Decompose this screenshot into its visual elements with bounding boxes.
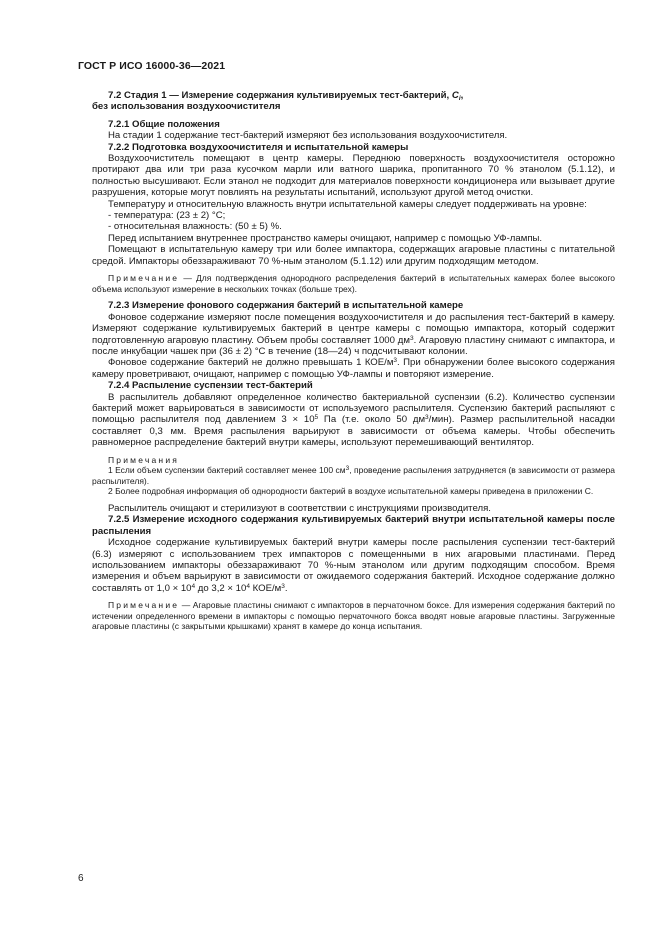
section-7-2-title: 7.2 Стадия 1 — Измерение содержания культивируемых тест-бактерий, $C_i$, без использования воздухоочистителя: [92, 90, 464, 113]
note-2: 2 Более подробная информация об однородности бактерий в воздухе испытательной камеры приведена в приложении С.: [108, 486, 594, 497]
section-7-2-2-title: 7.2.2 Подготовка воздухоочистителя и испытательной камеры: [108, 141, 409, 153]
standard-header: ГОСТ Р ИСО 16000-36—2021: [78, 60, 226, 72]
paragraph: Фоновое содержание бактерий не должно превышать 1 КОЕ/$м^3$. При обнаружении более высокого содержания камеру проветривают, очищают, например с помощью УФ-лампы и повторяют измерение.: [92, 357, 615, 380]
section-7-2-1-title: 7.2.1 Общие положения: [108, 118, 220, 130]
paragraph: Температуру и относительную влажность внутри испытательной камеры следует поддерживать на уровне:: [108, 198, 587, 210]
section-7-2-5-title: 7.2.5 Измерение исходного содержания культивируемых бактерий внутри испытательной камеры после распыления: [92, 514, 615, 537]
page-number: 6: [78, 873, 84, 884]
document-body: [92, 90, 615, 632]
paragraph: Распылитель очищают и стерилизуют в соответствии с инструкциями производителя.: [108, 502, 491, 514]
note: Примечание — Агаровые пластины снимают с импакторов в перчаточном боксе. Для измерения содержания бактерий по истечении определенного времени в импакторы с помощью перчаточного бокса вводят новые агаровые пластины. Загруженные агаровые пластины (с закрытыми крышками) хранят в камере до конца испытания.: [92, 600, 615, 632]
section-7-2-4-title: 7.2.4 Распыление суспензии тест-бактерий: [108, 380, 313, 392]
paragraph: Перед испытанием внутреннее пространство камеры очищают, например с помощью УФ-лампы.: [108, 232, 543, 244]
list-item: - температура: (23 ± 2) °C;: [108, 210, 226, 222]
paragraph: Помещают в испытательную камеру три или более импактора, содержащих агаровые пластины с питательной средой. Импакторы обеззараживают 70 %-ным этанолом (5.1.12) или другим подходящим методом.: [92, 244, 615, 267]
note-1: 1 Если объем суспензии бактерий составляет менее 100 $см^3$, проведение распыления затрудняется (в зависимости от размера распылителя).: [92, 465, 616, 486]
paragraph: Фоновое содержание измеряют после помещения воздухоочистителя и до распыления тест-бактерий в камеру. Измеряют содержание культивируемых бактерий в центре камеры с помощью импактора, который содержит подготовленную агаровую пластину. Объем пробы составляет 1000 $дм^3$. Агаровую пластину снимают с импактора, и после инкубации чашек при (36 ± 2) °C в течение (18—24) ч подсчитывают колонии.: [92, 311, 615, 357]
note: Примечание — Для подтверждения однородного распределения бактерий в испытательных камерах более высокого объема используют измерение в нескольких точках (больше трех).: [92, 273, 615, 294]
notes-label: Примечания: [108, 454, 180, 465]
paragraph: В распылитель добавляют определенное количество бактериальной суспензии (6.2). Количество суспензии бактерий может варьироваться в зависимости от используемого распылителя. Суспензию бактерий распыляют с помощью распылителя под давлением $3 \times 10^5$ Па (т.е. около 50 $дм^3/мин$). Размер распылительной насадки составляет 0,3 мм. Время распыления варьируют в зависимости от объема камеры. Чтобы обеспечить равномерное распределение бактерий внутри камеры, используют перемешивающий вентилятор.: [92, 391, 616, 449]
paragraph: Воздухоочиститель помещают в центр камеры. Переднюю поверхность воздухоочистителя осторожно протирают два или три раза кусочком марли или ватного шарика, пропитанного 70 % этанолом (5.1.12), и полностью высушивают. Если этанол не подходит для материалов поверхности кондиционера или вызывает другие разрушения, которые могут повлиять на результаты испытаний, используют другой метод очистки.: [92, 153, 615, 199]
list-item: - относительная влажность: (50 ± 5) %.: [108, 221, 282, 233]
paragraph: Исходное содержание культивируемых бактерий внутри камеры после распыления суспензии тест-бактерий (6.3) измеряют с использованием трех импакторов с помещенными в них агаровыми пластинами. Перед использованием импакторы обеззараживают 70 %-ным этанолом или другим подходящим способом. Время измерения и объем варьируют в зависимости от ожидаемого содержания бактерий. Исходное содержание должно составлять от $1,0 \times 10^4$ до $3,2 \times 10^4$ КОЕ/$м^3$.: [92, 537, 615, 594]
paragraph: На стадии 1 содержание тест-бактерий измеряют без использования воздухоочистителя.: [108, 130, 508, 142]
section-7-2-3-title: 7.2.3 Измерение фонового содержания бактерий в испытательной камере: [108, 300, 464, 312]
